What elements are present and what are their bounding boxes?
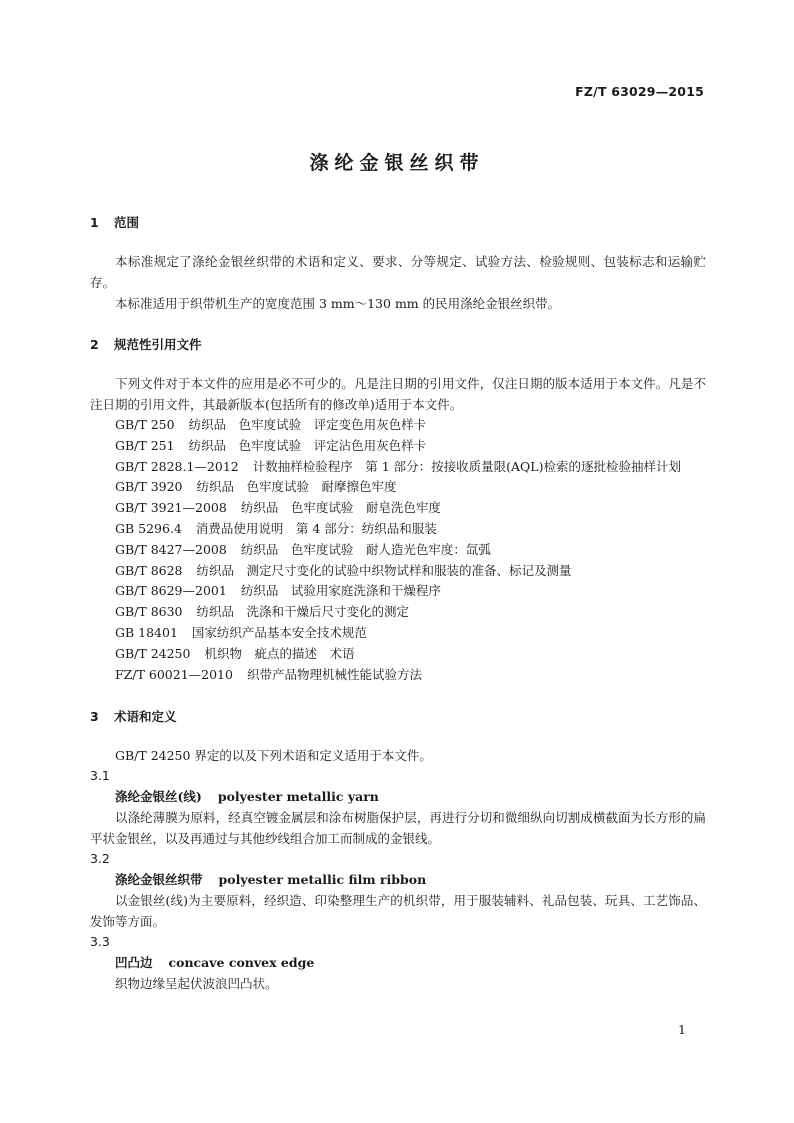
section-3-title: 术语和定义 bbox=[114, 709, 177, 725]
term-heading bbox=[90, 786, 706, 807]
term-en: polyester metallic yarn bbox=[217, 789, 379, 805]
section-3-heading bbox=[90, 707, 706, 727]
reference-title: 纺织品 测定尺寸变化的试验中织物试样和服装的准备、标记及测量 bbox=[196, 562, 572, 578]
section-3-intro: GB/T 24250 界定的以及下列术语和定义适用于本文件。 bbox=[115, 748, 432, 764]
section-1-para-1: 本标准规定了涤纶金银丝织带的术语和定义、要求、分等规定、试验方法、检验规则、包装标志和运输贮存。 bbox=[90, 254, 706, 290]
section-1-title: 范围 bbox=[114, 215, 140, 230]
reference-title: 纺织品 试验用家庭洗涤和干燥程序 bbox=[240, 583, 441, 599]
term-clause-number: 3.3 bbox=[90, 934, 110, 950]
section-3-number: 3 bbox=[90, 709, 99, 725]
reference-title: 国家纺织产品基本安全技术规范 bbox=[191, 624, 367, 640]
term-en: concave convex edge bbox=[168, 955, 315, 971]
reference-item bbox=[90, 498, 706, 519]
reference-item bbox=[90, 457, 706, 478]
reference-item bbox=[90, 665, 706, 686]
reference-code: GB/T 3921—2008 bbox=[115, 500, 227, 516]
section-1-para-2: 本标准适用于织带机生产的宽度范围 3 mm～130 mm 的民用涤纶金银丝织带。 bbox=[115, 296, 561, 311]
reference-item bbox=[90, 477, 706, 498]
reference-title: 机织物 疵点的描述 术语 bbox=[204, 645, 355, 661]
reference-item bbox=[90, 415, 706, 436]
reference-item bbox=[90, 623, 706, 644]
reference-code: GB/T 8629—2001 bbox=[115, 583, 227, 599]
reference-code: GB/T 8628 bbox=[115, 562, 183, 578]
section-2-number: 2 bbox=[90, 337, 99, 352]
reference-title: 纺织品 洗涤和干燥后尺寸变化的测定 bbox=[196, 604, 410, 620]
reference-title: 纺织品 色牢度试验 耐皂洗色牢度 bbox=[240, 500, 441, 516]
page-number: 1 bbox=[678, 1022, 686, 1037]
document-body bbox=[90, 213, 706, 994]
term-heading bbox=[90, 952, 706, 973]
term-en: polyester metallic film ribbon bbox=[218, 872, 427, 888]
reference-item bbox=[90, 436, 706, 457]
term-cn: 涤纶金银丝(线) bbox=[115, 789, 202, 805]
section-2-heading bbox=[90, 335, 706, 355]
term-entry bbox=[90, 849, 706, 932]
reference-code: GB 18401 bbox=[115, 624, 178, 640]
reference-item bbox=[90, 540, 706, 561]
reference-item bbox=[90, 519, 706, 540]
reference-code: GB/T 24250 bbox=[115, 645, 191, 661]
reference-item bbox=[90, 644, 706, 665]
reference-title: 纺织品 色牢度试验 评定沾色用灰色样卡 bbox=[188, 437, 427, 453]
term-heading bbox=[90, 869, 706, 890]
reference-title: 纺织品 色牢度试验 评定变色用灰色样卡 bbox=[188, 417, 427, 432]
reference-item bbox=[90, 561, 706, 582]
term-definition: 织物边缘呈起伏波浪凹凸状。 bbox=[115, 976, 278, 992]
reference-title: 纺织品 色牢度试验 耐摩擦色牢度 bbox=[196, 479, 397, 495]
term-entry bbox=[90, 766, 706, 849]
term-cn: 凹凸边 bbox=[115, 955, 153, 971]
reference-title: 织带产品物理机械性能试验方法 bbox=[246, 666, 422, 682]
reference-code: GB/T 8630 bbox=[115, 604, 183, 620]
reference-title: 消费品使用说明 第 4 部分：纺织品和服装 bbox=[195, 520, 437, 536]
reference-item bbox=[90, 581, 706, 602]
term-definition: 以涤纶薄膜为原料，经真空镀金属层和涂布树脂保护层，再进行分切和微细纵向切割成横截面为长方形的扁平状金银丝，以及再通过与其他纱线组合加工而制成的金银线。 bbox=[90, 810, 706, 847]
reference-title: 计数抽样检验程序 第 1 部分：按接收质量限(AQL)检索的逐批检验抽样计划 bbox=[252, 458, 681, 474]
standard-code: FZ/T 63029—2015 bbox=[575, 84, 704, 99]
document-title: 涤纶金银丝织带 bbox=[309, 152, 485, 174]
reference-code: GB/T 2828.1—2012 bbox=[115, 458, 239, 474]
reference-code: GB/T 8427—2008 bbox=[115, 541, 227, 557]
term-cn: 涤纶金银丝织带 bbox=[115, 872, 203, 888]
reference-code: FZ/T 60021—2010 bbox=[115, 666, 233, 682]
term-clause-number: 3.1 bbox=[90, 768, 110, 784]
reference-code: GB/T 251 bbox=[115, 437, 175, 453]
reference-code: GB/T 3920 bbox=[115, 479, 183, 495]
reference-code: GB/T 250 bbox=[115, 417, 175, 432]
section-2-intro: 下列文件对于本文件的应用是必不可少的。凡是注日期的引用文件，仅注日期的版本适用于本文件。凡是不注日期的引用文件，其最新版本(包括所有的修改单)适用于本文件。 bbox=[90, 376, 706, 412]
term-entry bbox=[90, 932, 706, 994]
section-2-title: 规范性引用文件 bbox=[114, 337, 202, 352]
reference-title: 纺织品 色牢度试验 耐人造光色牢度：氙弧 bbox=[240, 541, 491, 557]
reference-item bbox=[90, 602, 706, 623]
section-1-heading bbox=[90, 213, 706, 233]
reference-list bbox=[90, 415, 706, 685]
reference-code: GB 5296.4 bbox=[115, 520, 182, 536]
term-definition: 以金银丝(线)为主要原料，经织造、印染整理生产的机织带，用于服装辅料、礼品包装、玩具、工艺饰品、发饰等方面。 bbox=[90, 893, 706, 930]
term-clause-number: 3.2 bbox=[90, 851, 110, 867]
section-1-number: 1 bbox=[90, 215, 99, 230]
